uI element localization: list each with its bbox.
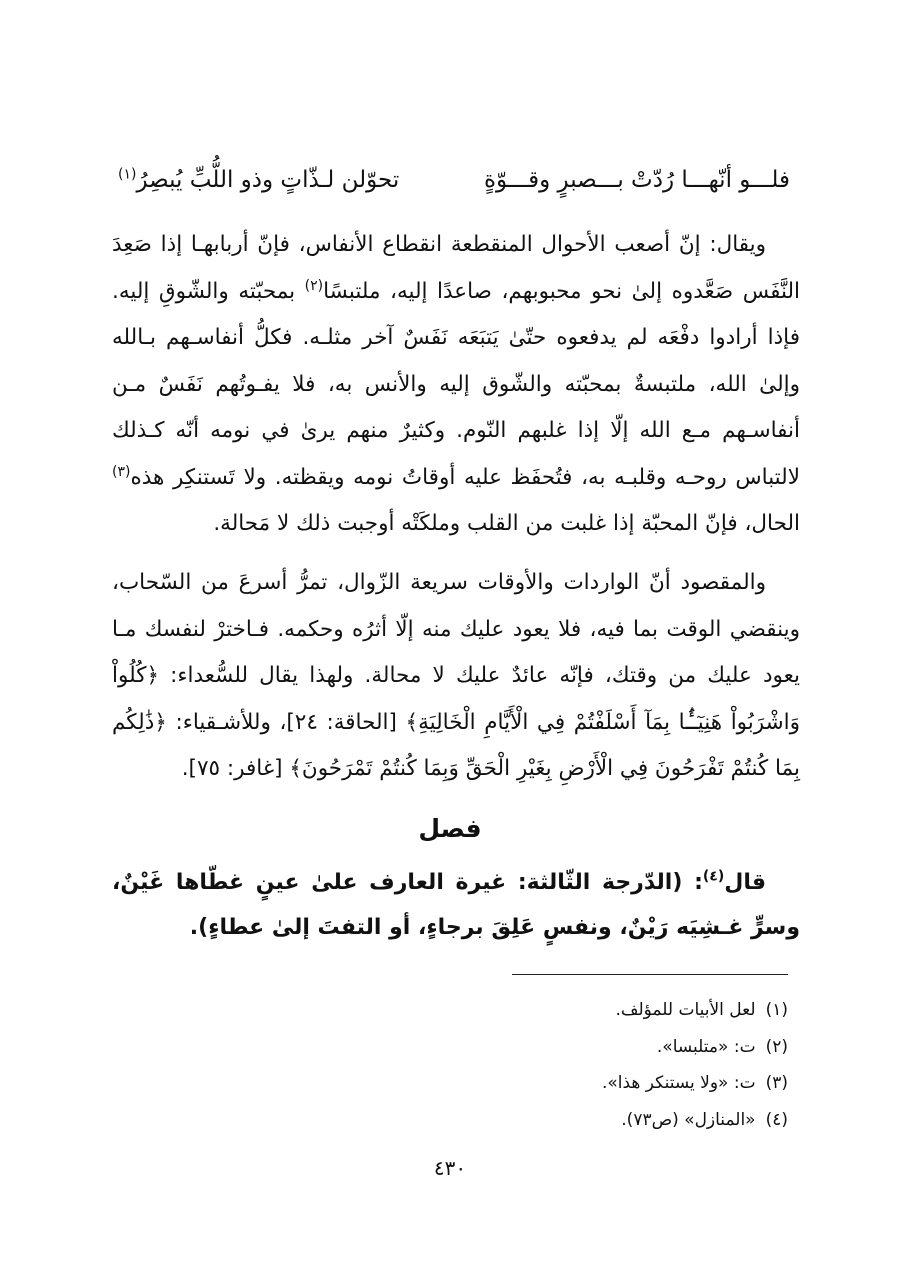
- footnote-ref-4[interactable]: (٤): [702, 868, 725, 885]
- footnotes-list: [300, 992, 788, 1138]
- paragraph-third-degree: قال$^{(٤)}$: (الدّرجة الثّالثة: غيرة العارف علىٰ عينٍ غطّاها غَيْنٌ، وسرٍّ غـشِيَه رَيْنٌ، ونفسٍ عَلِقَ برجاءٍ، أو التفتَ إلىٰ عطاءٍ).: [112, 868, 800, 940]
- poetry-verse: [118, 160, 790, 200]
- footnote-divider: [512, 974, 788, 975]
- footnote-item: (٢)ت: «متلبسا».: [656, 1036, 788, 1057]
- page-number: ٤٣٠: [433, 1156, 467, 1180]
- quran-quote-alhaqqa: ﴿كُلُواْ وَاشْرَبُواْ هَنِيٓـَٔۢا بِمَآ أَسْلَفْتُمْ فِي الْأَيَّامِ الْخَالِيَةِ﴾: [112, 663, 801, 735]
- paragraph-breaths: ويقال: إنّ أصعب الأحوال المنقطعة انقطاع الأنفاس، فإنّ أربابهـا إذا صَعِدَ النَّفَس صَعَّدوه إلىٰ نحو محبوبهم، صاعدًا إليه، ملتبسًا$^{(٢)}$ بمحبّته والشّوقِ إليه. فإذا أرادوا دفْعَه لم يدفعوه حتّىٰ يَتبَعَه نَفَسٌ آخر مثلـه. فكلُّ أنفاسـهم بـالله وإلىٰ الله، ملتبسةٌ بمحبّته والشّوق إليه والأنس به، فلا يفـوتُهم نَفَسٌ مـن أنفاسـهم مـع الله إلّا إذا غلبهم النّوم. وكثيرٌ منهم يرىٰ في نومه أنّه كـذلك لالتباس روحـه وقلبـه به، فتُحفَظ عليه أوقاتُ نومه ويقظته. ولا تَستنكِر هذه$^{(٣)}$ الحال، فإنّ المحبّة إذا غلبت من القلب وملكَتْه أوجبت ذلك لا مَحالة.: [112, 232, 800, 536]
- footnote-item: (١)لعل الأبيات للمؤلف.: [615, 1000, 788, 1020]
- footnote-ref-3[interactable]: (٣): [112, 463, 131, 480]
- verse-first-hemistich: فلـــو أنّهـــا رُدّتْ بـــصبرٍ وقـــوّةٍ: [483, 167, 790, 193]
- quran-ref-ghafir: [غافر: ٧٥].: [181, 756, 290, 781]
- footnote-item: (٤)«المنازل» (ص٧٣).: [621, 1109, 788, 1130]
- footnote-item: (٣)ت: «ولا يستنكر هذا».: [601, 1073, 788, 1093]
- footnote-ref-1[interactable]: (١): [118, 166, 137, 183]
- paragraph-moments: والمقصود أنّ الواردات والأوقات سريعة الزّوال، تمرُّ أسرعَ من السّحاب، وينقضي الوقت بما فيه، فلا يعود عليك منه إلّا أثرُه وحكمه. فـاخترْ لنفسك مـا يعود عليك من وقتك، فإنّه عائدٌ عليك لا محالة. ولهذا يقال للسُّعداء: ﴿كُلُواْ وَاشْرَبُواْ هَنِيٓـَٔۢا بِمَآ أَسْلَفْتُمْ فِي الْأَيَّامِ الْخَالِيَةِ﴾ [الحاقة: ٢٤]، وللأشـقياء: ﴿ذَٰلِكُم بِمَا كُنتُمْ تَفْرَحُونَ فِي الْأَرْضِ بِغَيْرِ الْحَقِّ وَبِمَا كُنتُمْ تَمْرَحُونَ﴾ [غافر: ٧٥].: [112, 570, 801, 781]
- quran-quote-ghafir: ﴿ذَٰلِكُم بِمَا كُنتُمْ تَفْرَحُونَ فِي الْأَرْضِ بِغَيْرِ الْحَقِّ وَبِمَا كُنتُمْ تَمْرَحُونَ﴾: [112, 709, 800, 781]
- quran-ref-alhaqqa: [الحاقة: ٢٤]: [286, 709, 406, 735]
- footnote-ref-2[interactable]: (٢): [304, 277, 324, 294]
- section-heading: فصل: [418, 814, 482, 843]
- verse-second-hemistich: تحوّلن لـذّاتٍ وذو اللُّبِّ يُبصِرُ$^{(١)}$: [118, 166, 400, 193]
